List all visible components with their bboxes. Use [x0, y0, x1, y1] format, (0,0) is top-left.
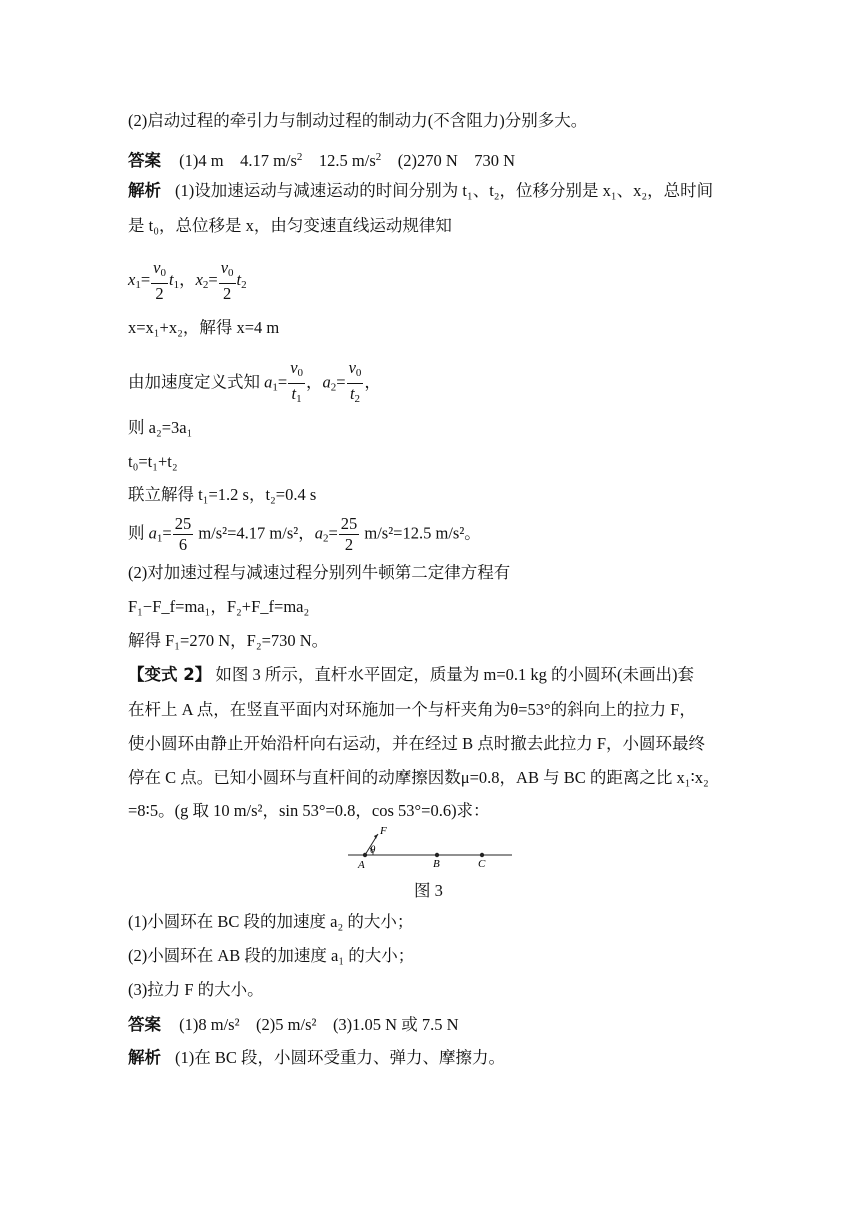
answer-part: (1)4 m — [179, 151, 224, 170]
figure-3-diagram — [340, 822, 520, 877]
answer-label: 答案 — [128, 151, 161, 170]
variant-line-3: 使小圆环由静止开始沿杆向右运动，并在经过 B 点时撤去此拉力 F，小圆环最终 — [128, 734, 706, 753]
sub-question-1: (1)小圆环在 BC 段的加速度 a₂ 的大小； — [128, 912, 414, 931]
fraction: $\frac{25}{6}$ — [174, 514, 192, 554]
force-arrowhead — [374, 834, 378, 839]
fraction: $\frac{25}{2}$ — [340, 514, 358, 554]
answer-line-2 — [128, 1015, 459, 1035]
label-a: A — [358, 859, 365, 871]
fraction: $\frac{v_0}{2}$ — [153, 258, 166, 303]
variant-line-4: 停在 C 点。已知小圆环与直杆间的动摩擦因数μ=0.8，AB 与 BC 的距离之比 x₁∶x₂ — [128, 768, 709, 787]
answer-part: (2)5 m/s² — [256, 1015, 317, 1034]
answer-part: 730 N — [474, 151, 516, 170]
variant-line-1: 【变式 2】 如图 3 所示，直杆水平固定，质量为 m=0.1 kg 的小圆环(未画出)套 — [128, 665, 694, 684]
displacement-formulas: $x_1=$ $\frac{v_0}{2}$ $t_1$，$x_2=$ $\frac{v_0}{2}$ $t_2$ — [128, 258, 247, 303]
label-f: F — [380, 825, 387, 837]
label-c: C — [478, 858, 486, 870]
answer-line-1 — [128, 147, 515, 171]
point-c — [480, 853, 484, 857]
analysis-line-2: 是 t₀，总位移是 x，由匀变速直线运动规律知 — [128, 216, 452, 235]
answer-part: (3)1.05 N 或 7.5 N — [332, 1015, 459, 1034]
label-theta: θ — [370, 844, 376, 856]
answer-label: 答案 — [128, 1015, 161, 1034]
variant-line-2: 在杆上 A 点，在竖直平面内对环施加一个与杆夹角为θ=53°的斜向上的拉力 F， — [128, 700, 696, 719]
time-solution: 联立解得 t₁=1.2 s，t₂=0.4 s — [128, 485, 317, 504]
fraction: $\frac{v_0}{2}$ — [220, 258, 234, 303]
sub-question-3: (3)拉力 F 的大小。 — [128, 980, 264, 999]
sub-question-2: (2)小圆环在 AB 段的加速度 a₁ 的大小； — [128, 946, 415, 965]
analysis-label: 解析 — [128, 181, 161, 200]
answer-part: (2)270 N — [397, 151, 458, 170]
point-b — [435, 853, 439, 857]
variant-line-5: =8∶5。(g 取 10 m/s²，sin 53°=0.8，cos 53°=0.6)求： — [128, 801, 490, 820]
analysis-text: (1)在 BC 段，小圆环受重力、弹力、摩擦力。 — [175, 1048, 505, 1067]
relation-a2-a1: 则 a₂=3a₁ — [128, 418, 193, 437]
point-a — [363, 853, 367, 857]
analysis-line-1 — [128, 181, 713, 201]
rod-diagram — [340, 822, 520, 872]
acceleration-values: 则 $a_1=$ $\frac{25}{6}$ m/s²=4.17 m/s²，$a_2=$ $\frac{25}{2}$ m/s²=12.5 m/s²。 — [128, 514, 481, 554]
total-displacement: x=x₁+x₂，解得 x=4 m — [128, 318, 280, 337]
label-b: B — [433, 858, 440, 870]
answer-part: 4.17 $m/s^2$ — [240, 151, 303, 170]
analysis-text: (1)设加速运动与减速运动的时间分别为 t₁、t₂，位移分别是 x₁、x₂，总时间 — [175, 181, 714, 200]
analysis-label: 解析 — [128, 1048, 161, 1067]
fraction: $\frac{v_0}{t_1}$ — [288, 358, 305, 409]
force-solution: 解得 F₁=270 N，F₂=730 N。 — [128, 631, 329, 650]
answer-part: 12.5 $m/s^2$ — [318, 151, 382, 170]
answer-part: (1)8 m/s² — [179, 1015, 240, 1034]
variant-label: 【变式 2】 — [128, 665, 212, 684]
time-sum: t₀=t₁+t₂ — [128, 452, 178, 471]
analysis-line-final — [128, 1048, 505, 1068]
acceleration-definition: 由加速度定义式知 $a_1=$ $\frac{v_0}{t_1}$ ，$a_2=$ $\frac{v_0}{t_2}$ ， — [128, 358, 381, 409]
question-2: (2)启动过程的牵引力与制动过程的制动力(不含阻力)分别多大。 — [128, 111, 588, 130]
force-equations: F₁−F_f=ma₁，F₂+F_f=ma₂ — [128, 597, 310, 616]
newton-intro: (2)对加速过程与减速过程分别列牛顿第二定律方程有 — [128, 563, 511, 582]
fraction: $\frac{v_0}{t_2}$ — [347, 358, 364, 409]
figure-caption: 图 3 — [414, 881, 443, 900]
